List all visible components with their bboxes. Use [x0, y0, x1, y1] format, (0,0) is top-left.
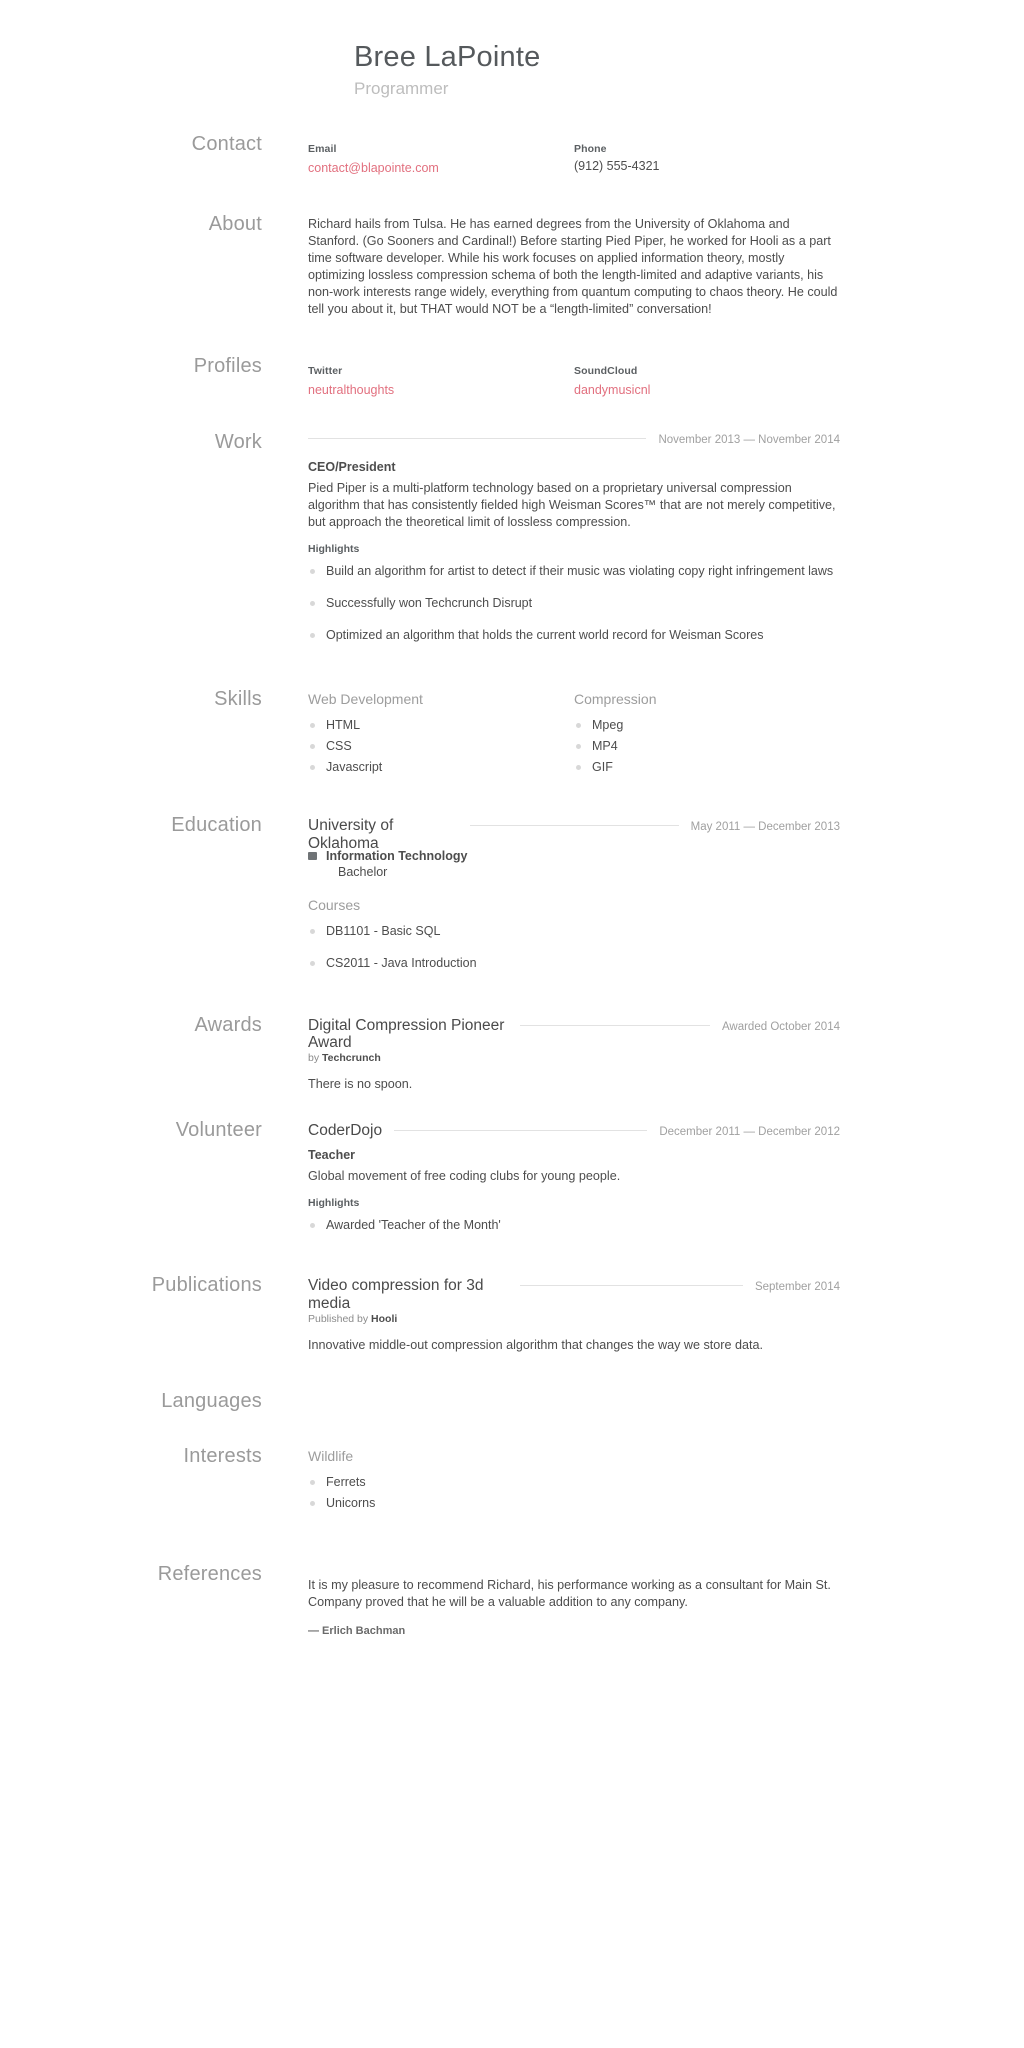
volunteer-highlights-label: Highlights — [308, 1197, 360, 1210]
page-title: Bree LaPointe — [354, 41, 541, 73]
section-work — [0, 431, 1024, 660]
list-item: CS2011 - Java Introduction — [308, 953, 840, 973]
section-volunteer — [0, 1119, 1024, 1236]
education-study-type: Bachelor — [338, 865, 388, 880]
section-title-publications: Publications — [151, 1274, 262, 1297]
section-references — [0, 1563, 1024, 1637]
email-label: Email — [308, 142, 337, 155]
volunteer-entry-head — [308, 1122, 840, 1140]
section-about — [0, 213, 1024, 319]
volunteer-highlights-list — [308, 1215, 840, 1235]
interest-group-name: Wildlife — [308, 1448, 354, 1465]
skill-keyword-list — [574, 715, 840, 778]
section-publications — [0, 1274, 1024, 1354]
list-item: CSS — [308, 736, 574, 756]
contact-phone-block — [574, 143, 840, 177]
award-entry-head — [308, 1017, 840, 1053]
list-item: Successfully won Techcrunch Disrupt — [308, 593, 840, 613]
skill-group-name: Web Development — [308, 690, 423, 707]
section-interests — [0, 1445, 1024, 1515]
work-date: November 2013 — November 2014 — [658, 433, 840, 446]
divider — [520, 1285, 743, 1286]
volunteer-organization: CoderDojo — [308, 1122, 383, 1140]
publication-publisher-name: Hooli — [371, 1313, 398, 1326]
section-profiles — [0, 355, 1024, 399]
awards-body — [308, 1014, 840, 1094]
phone-label: Phone — [574, 142, 607, 155]
work-summary: Pied Piper is a multi-platform technology based on a proprietary universal compression algorithm that has consistently fielded high Weisman Scores™ that are not merely competitive, but approach the theoretical limit of lossless compression. — [308, 480, 836, 529]
award-awarder-name: Techcrunch — [322, 1052, 381, 1065]
work-highlights-list — [308, 561, 840, 646]
work-entry — [308, 434, 840, 646]
education-body — [308, 814, 840, 985]
profile-item — [574, 365, 840, 399]
section-skills — [0, 688, 1024, 779]
publication-date: September 2014 — [754, 1281, 840, 1294]
section-title-skills: Skills — [214, 687, 262, 710]
work-body — [308, 431, 840, 660]
phone-value: (912) 555-4321 — [574, 158, 660, 173]
work-entry-head — [308, 434, 840, 446]
about-body — [308, 213, 840, 319]
contact-email-block — [308, 143, 574, 177]
publication-summary: Innovative middle-out compression algorithm that changes the way we store data. — [308, 1338, 764, 1353]
divider — [520, 1025, 710, 1026]
award-title: Digital Compression Pioneer Award — [308, 1016, 505, 1052]
award-date: Awarded October 2014 — [721, 1020, 840, 1033]
section-contact — [0, 133, 1024, 177]
interest-keyword-list — [308, 1472, 840, 1514]
volunteer-date: December 2011 — December 2012 — [659, 1126, 840, 1139]
list-item: Unicorns — [308, 1493, 840, 1513]
reference-author: — Erlich Bachman — [308, 1624, 406, 1637]
profile-username-link[interactable]: neutralthoughts — [308, 382, 395, 397]
skill-group-name: Compression — [574, 690, 657, 707]
languages-body — [308, 1390, 840, 1393]
section-title-profiles: Profiles — [193, 354, 262, 377]
references-body — [308, 1563, 840, 1637]
divider — [394, 1130, 647, 1131]
profile-network: Twitter — [308, 364, 343, 377]
list-item: Javascript — [308, 757, 574, 777]
section-title-references: References — [157, 1562, 262, 1585]
section-title-interests: Interests — [183, 1445, 262, 1468]
education-entry-head — [308, 817, 840, 853]
education-date: May 2011 — December 2013 — [690, 821, 840, 834]
skill-group — [574, 691, 840, 779]
section-title-contact: Contact — [191, 132, 262, 155]
profiles-body — [308, 355, 840, 399]
work-position: CEO/President — [308, 459, 396, 474]
section-education — [0, 814, 1024, 985]
publication-publisher-prefix: Published by — [308, 1313, 369, 1326]
job-label: Programmer — [354, 78, 449, 98]
list-item: Mpeg — [574, 715, 840, 735]
publications-body — [308, 1274, 840, 1354]
resume-header — [354, 40, 1024, 99]
list-item: Build an algorithm for artist to detect if their music was violating copy right infringement laws — [308, 561, 840, 581]
list-item: Ferrets — [308, 1472, 840, 1492]
publication-name: Video compression for 3d media — [308, 1277, 484, 1313]
section-title-about: About — [208, 212, 262, 235]
section-title-work: Work — [214, 430, 262, 453]
section-languages — [0, 1390, 1024, 1413]
work-highlights-label: Highlights — [308, 542, 360, 555]
divider — [308, 438, 646, 439]
award-awarder — [308, 1052, 840, 1064]
section-title-awards: Awards — [194, 1013, 262, 1036]
contact-body — [308, 133, 840, 177]
list-item: HTML — [308, 715, 574, 735]
interests-body — [308, 1445, 840, 1515]
section-title-volunteer: Volunteer — [175, 1119, 262, 1142]
profile-username-link[interactable]: dandymusicnl — [574, 382, 651, 397]
skills-body — [308, 688, 840, 779]
list-item: MP4 — [574, 736, 840, 756]
list-item: DB1101 - Basic SQL — [308, 921, 840, 941]
skill-group — [308, 691, 574, 779]
reference-text: It is my pleasure to recommend Richard, his performance working as a consultant for Main St. Company proved that he will be a valuable addition to any company. — [308, 1577, 831, 1609]
publication-entry-head — [308, 1277, 840, 1313]
education-courses-list — [308, 921, 840, 974]
section-title-languages: Languages — [161, 1390, 262, 1413]
education-institution: University of Oklahoma — [308, 817, 394, 853]
profile-item — [308, 365, 574, 399]
section-awards — [0, 1014, 1024, 1094]
skill-keyword-list — [308, 715, 574, 778]
email-link[interactable]: contact@blapointe.com — [308, 160, 439, 175]
volunteer-position: Teacher — [308, 1148, 356, 1163]
list-item: Optimized an algorithm that holds the current world record for Weisman Scores — [308, 625, 840, 645]
profile-network: SoundCloud — [574, 364, 638, 377]
volunteer-summary: Global movement of free coding clubs for young people. — [308, 1169, 621, 1184]
list-item: GIF — [574, 757, 840, 777]
education-courses-label: Courses — [308, 897, 361, 914]
divider — [470, 825, 679, 826]
volunteer-body — [308, 1119, 840, 1236]
section-title-education: Education — [171, 814, 262, 837]
list-item: Awarded 'Teacher of the Month' — [308, 1215, 840, 1235]
publication-publisher — [308, 1313, 840, 1325]
award-summary: There is no spoon. — [308, 1077, 413, 1092]
award-awarder-prefix: by — [308, 1052, 320, 1065]
education-area: Information Technology — [308, 849, 840, 863]
about-summary: Richard hails from Tulsa. He has earned degrees from the University of Oklahoma and Stanford. (Go Sooners and Cardinal!) Before starting Pied Piper, he worked for Hooli as a part time software developer. While his work focuses on applied information theory, mostly optimizing lossless compression schema of both the length-limited and adaptive variants, his non-work interests range widely, everything from quantum computing to chaos theory. He could tell you about it, but THAT would NOT be a “length-limited” conversation! — [308, 216, 838, 317]
